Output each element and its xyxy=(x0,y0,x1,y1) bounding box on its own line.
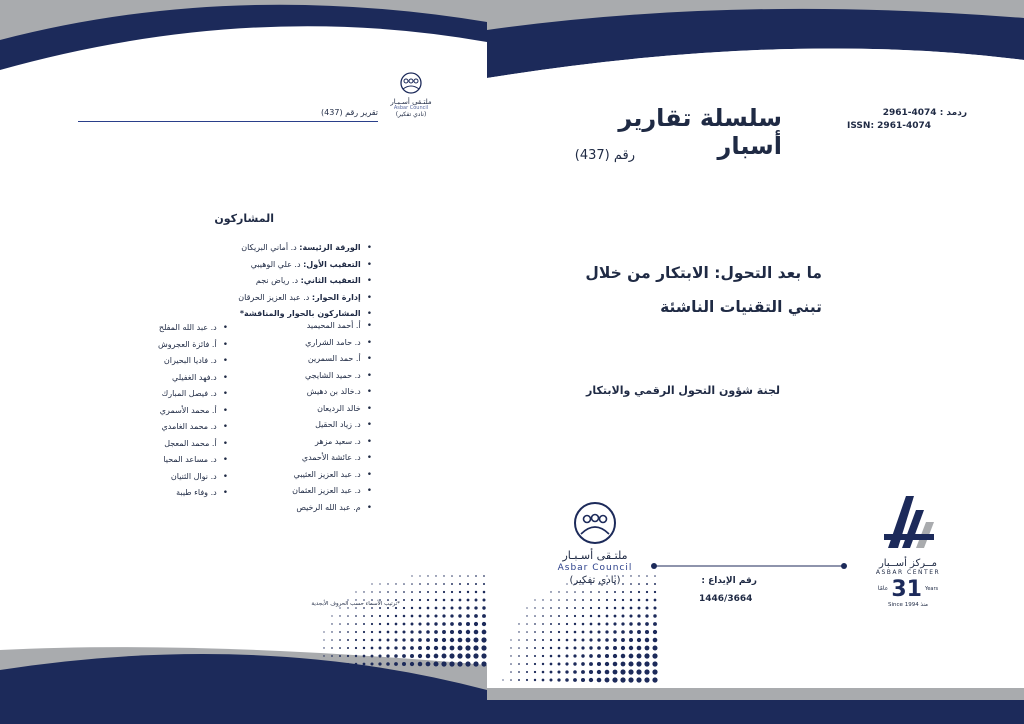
role-person: د. أماني البريكان xyxy=(241,243,297,252)
bullet-icon: • xyxy=(366,259,372,270)
committee-name: لجنة شؤون التحول الرقمي والابتكار xyxy=(586,384,780,397)
main-roles-list xyxy=(200,240,372,323)
bullet-icon: • xyxy=(222,405,228,416)
participant-name: د. مساعد المحيا xyxy=(163,455,217,464)
participant-item xyxy=(120,469,228,486)
participant-item xyxy=(250,335,372,352)
since-ar: منذ xyxy=(920,602,928,609)
bullet-icon: • xyxy=(366,387,372,397)
bullet-icon: • xyxy=(366,420,372,430)
bullet-icon: • xyxy=(222,488,228,498)
participant-name: د. وفاء طيبة xyxy=(176,488,217,497)
council-name-ar-large: ملتـقى أسـبـار xyxy=(562,549,628,563)
role-label: الورقة الرئيسة: xyxy=(299,243,361,252)
bullet-icon: • xyxy=(222,455,228,465)
participant-name: د. محمد الغامدي xyxy=(161,422,217,431)
participant-item xyxy=(250,450,372,467)
bullet-icon: • xyxy=(366,292,372,303)
participant-item xyxy=(250,351,372,368)
participant-item xyxy=(120,436,228,453)
bullet-icon: • xyxy=(366,436,372,447)
report-title-line-1: ما بعد التحول: الابتكار من خلال xyxy=(585,264,822,282)
center-name-en: ASBAR CENTER xyxy=(875,568,941,576)
participant-item xyxy=(120,320,228,337)
participant-name: د.فهد الغفيلي xyxy=(172,372,217,382)
council-name-en: Asbar Council xyxy=(393,105,429,112)
participant-name: أ. فائزة العجروش xyxy=(158,339,217,349)
participant-item xyxy=(120,337,228,354)
bullet-icon: • xyxy=(222,471,228,482)
participants-column-2 xyxy=(120,320,228,502)
participant-name: د. عائشة الأحمدي xyxy=(301,453,361,462)
report-number: رقم (437) xyxy=(574,148,635,163)
role-item xyxy=(200,257,372,274)
deposit-label: رقم الإيداع : xyxy=(701,576,757,586)
bullet-icon: • xyxy=(366,370,372,381)
bullet-icon: • xyxy=(366,243,372,253)
bullet-icon: • xyxy=(366,502,372,513)
participant-item xyxy=(250,318,372,335)
right-page xyxy=(487,0,1024,724)
participant-name: خالد الرديعان xyxy=(317,403,361,413)
bullet-icon: • xyxy=(366,469,372,480)
participant-name: د. زياد الحقيل xyxy=(315,420,361,429)
participant-item xyxy=(250,384,372,401)
role-label: التعقيب الثاني: xyxy=(300,276,361,285)
role-label: إدارة الحوار: xyxy=(311,292,361,302)
participant-item xyxy=(250,500,372,517)
council-subtitle-large: (نادي تفكير) xyxy=(569,575,621,587)
role-person: د. رياض نجم xyxy=(255,276,299,285)
participant-name: د. عبد العزيز العثيبي xyxy=(293,469,361,479)
participant-item xyxy=(120,370,228,387)
participant-item xyxy=(250,467,372,484)
participant-name: د. عبد العزيز العثمان xyxy=(292,486,361,495)
role-item xyxy=(200,273,372,290)
participant-item xyxy=(120,485,228,502)
participant-name: أ. حمد السمرين xyxy=(307,354,361,363)
footnote: *ترتيب الأسماء حسب الحروف الأبجدية xyxy=(311,601,400,607)
bullet-icon: • xyxy=(222,372,228,383)
participant-name: د. عبد الله المفلح xyxy=(158,323,217,332)
divider-line xyxy=(649,560,849,572)
role-person: د. عبد العزيز الحرقان xyxy=(238,292,310,302)
people-icon xyxy=(396,72,426,94)
participant-name: د. فاديا البحيران xyxy=(163,356,217,365)
years-number: 31 xyxy=(891,576,922,602)
participant-item xyxy=(250,368,372,385)
left-page xyxy=(0,0,487,724)
participant-item xyxy=(120,403,228,420)
bullet-icon: • xyxy=(366,321,372,331)
report-header xyxy=(78,100,378,122)
participant-name: د. حميد الشايجي xyxy=(305,370,361,380)
center-name-ar: مــركز أســبار xyxy=(878,558,938,570)
participant-name: د. حامد الشراري xyxy=(305,337,361,347)
bullet-icon: • xyxy=(366,309,372,319)
years-ar: عامًا xyxy=(877,584,889,592)
participant-name: د. سعيد مزهر xyxy=(314,436,361,446)
years-en: Years xyxy=(924,585,939,592)
header-report-number: تقرير رقم (437) xyxy=(321,108,378,117)
role-label: المشاركون بالحوار والمناقشة* xyxy=(239,309,361,318)
bullet-icon: • xyxy=(366,337,372,348)
bullet-icon: • xyxy=(366,453,372,463)
issn-block xyxy=(847,108,967,131)
bullet-icon: • xyxy=(366,354,372,364)
participant-name: أ. أحمد المحيميد xyxy=(306,321,361,330)
participant-name: م. عبد الله الرخيص xyxy=(296,502,361,512)
bullet-icon: • xyxy=(366,486,372,496)
participant-item xyxy=(120,452,228,469)
council-name-en-large: Asbar Council xyxy=(557,563,633,574)
series-title: سلسلة تقارير أسبار xyxy=(618,104,782,160)
bullet-icon: • xyxy=(366,276,372,286)
participant-name: د. نوال الثنيان xyxy=(170,471,217,481)
report-title-line-2: تبني التقنيات الناشئة xyxy=(660,298,822,316)
participant-name: أ. محمد المعجل xyxy=(164,438,217,448)
bullet-icon: • xyxy=(222,339,228,350)
people-icon xyxy=(572,500,618,546)
years-badge xyxy=(863,577,953,602)
issn-en: ISSN: 2961-4074 xyxy=(847,121,932,131)
issn-ar: ردمد : 4074-2961 xyxy=(882,108,967,118)
participant-item xyxy=(120,419,228,436)
bullet-icon: • xyxy=(222,323,228,333)
participant-item xyxy=(120,353,228,370)
council-name-ar: ملتـقى أسـبـار xyxy=(390,98,432,107)
bullet-icon: • xyxy=(366,403,372,414)
participant-name: د.خالد بن دهيش xyxy=(306,387,361,396)
participant-item xyxy=(250,483,372,500)
participant-item xyxy=(120,386,228,403)
role-person: د. علي الوهيبي xyxy=(250,259,301,269)
asbar-emblem-icon xyxy=(876,490,940,554)
since-en: Since 1994 xyxy=(888,602,919,609)
asbar-center-logo xyxy=(863,490,953,608)
bullet-icon: • xyxy=(222,389,228,399)
participant-name: أ. محمد الأسمري xyxy=(159,405,217,415)
role-item xyxy=(200,290,372,307)
participant-item xyxy=(250,434,372,451)
participants-title: المشاركون xyxy=(214,212,274,225)
participants-column-1 xyxy=(250,318,372,516)
bullet-icon: • xyxy=(222,438,228,449)
council-logo-small xyxy=(380,72,442,119)
participant-item xyxy=(250,401,372,418)
role-item xyxy=(200,240,372,257)
bullet-icon: • xyxy=(222,422,228,432)
participant-item xyxy=(250,417,372,434)
bullet-icon: • xyxy=(222,356,228,366)
participant-name: د. فيصل المبارك xyxy=(161,389,217,398)
role-label: التعقيب الأول: xyxy=(303,259,361,269)
council-subtitle: (نادي تفكير) xyxy=(395,111,427,119)
deposit-number: 1446/3664 xyxy=(699,594,753,604)
council-logo-large xyxy=(545,500,645,587)
